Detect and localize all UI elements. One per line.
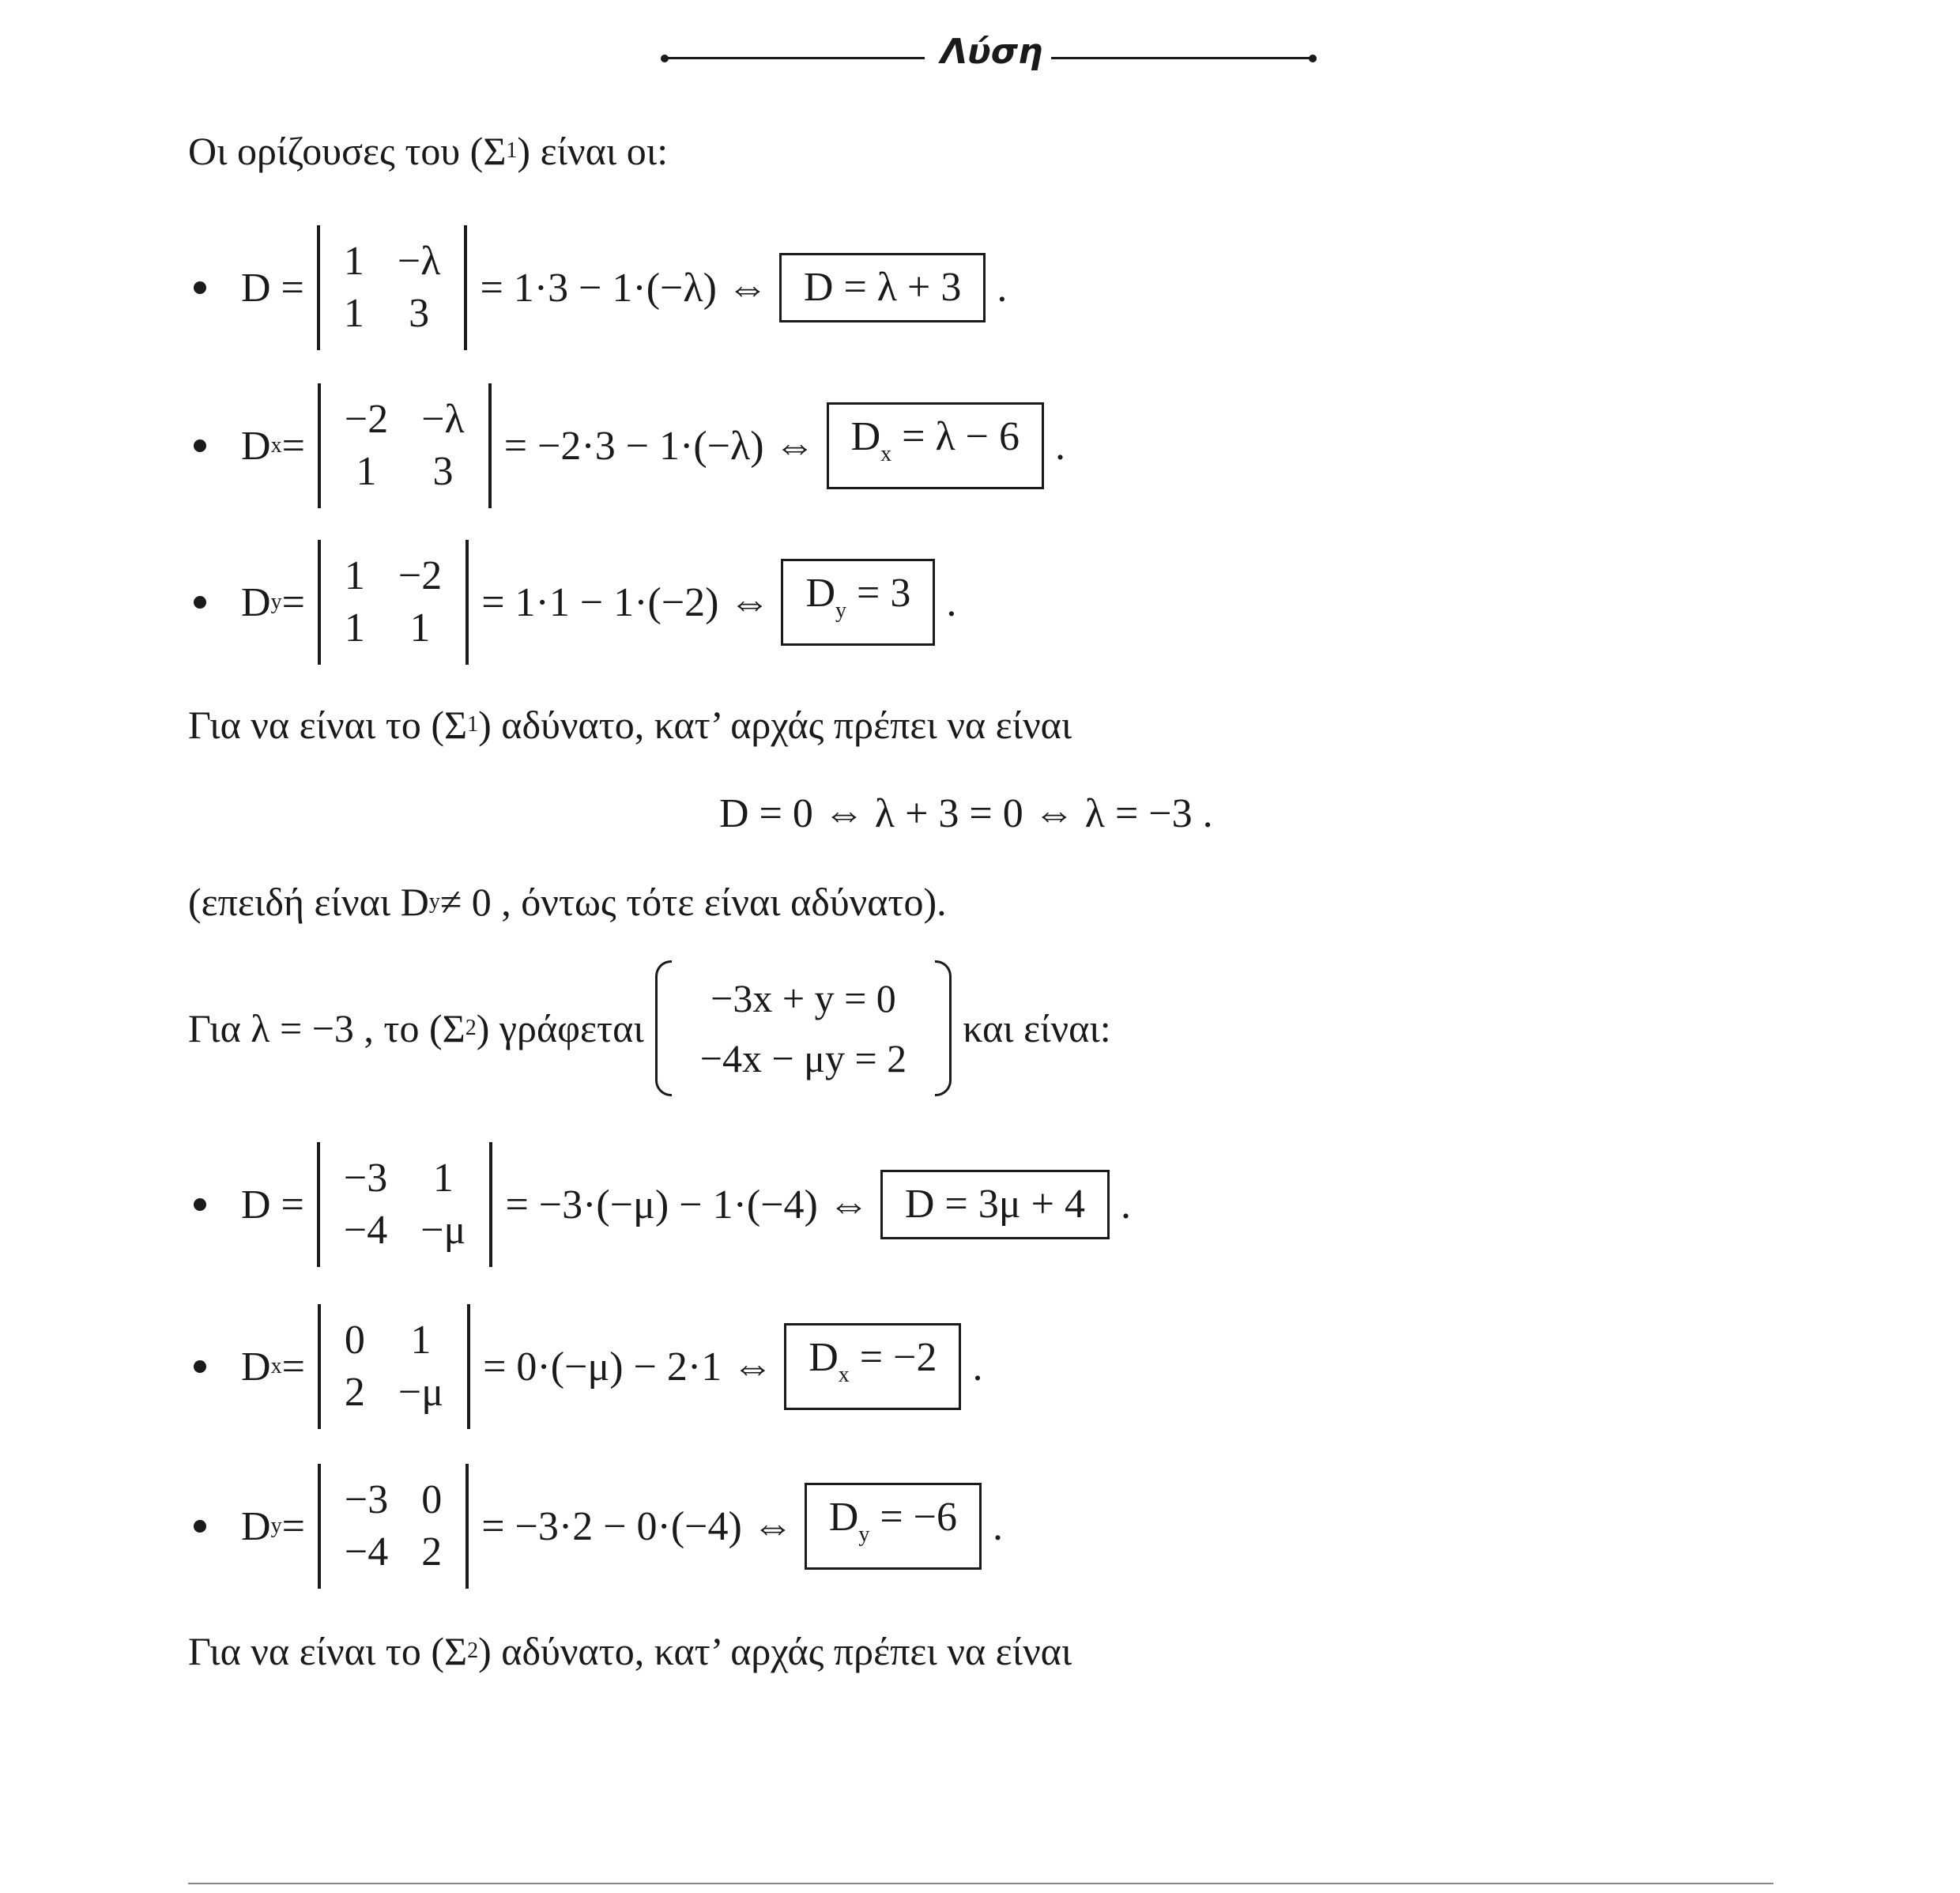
- system-2-text: Για λ = −3 , το (Σ 2 ) γράφεται −3x + y = 0 −4x − μy = 2 και είναι:: [188, 960, 1111, 1096]
- bullet: [194, 1520, 206, 1533]
- result-box: $D_y = -6$: [805, 1483, 982, 1570]
- title-rule-right-dot: [1309, 55, 1317, 62]
- matrix: −2 −λ 1 3: [318, 383, 492, 508]
- matrix: 1 −2 1 1: [318, 540, 469, 665]
- matrix: 0 1 2 −μ: [318, 1304, 470, 1429]
- bullet: [194, 1198, 206, 1211]
- title-rule-right: [1051, 57, 1312, 59]
- bullet: [194, 439, 206, 452]
- condition-text-2: Για να είναι το (Σ 2 ) αδύνατο, κατ’ αρχάς πρέπει να είναι: [188, 1629, 1072, 1673]
- determinant-d-1: D = 1 −λ 1 3 = 1·3 − 1·(−λ) ⇔ D = λ + 3 .: [194, 225, 1007, 350]
- result-box: D = 3μ + 4: [880, 1170, 1110, 1239]
- page-title: Λύση: [940, 32, 1043, 72]
- result-box: D = λ + 3: [779, 253, 986, 322]
- note-text: (επειδή είναι D y ≠ 0 , όντως τότε είναι αδύνατο).: [188, 880, 947, 924]
- result-box: $D_x = \lambda - 6$: [827, 402, 1044, 489]
- footer-rule: [188, 1883, 1773, 1884]
- title-rule-left-dot: [661, 55, 669, 62]
- determinant-dy-2: D y = −3 0 −4 2 = −3·2 − 0·(−4) ⇔ $D_y = -6$ .: [194, 1464, 1003, 1589]
- left-brace: [655, 960, 672, 1096]
- title-rule-left: [664, 57, 925, 59]
- bullet: [194, 281, 206, 294]
- result-box: $D_x = -2$: [784, 1323, 961, 1410]
- result-box: $D_y = 3$: [781, 559, 935, 646]
- bullet: [194, 596, 206, 609]
- determinant-dy-1: D y = 1 −2 1 1 = 1·1 − 1·(−2) ⇔ $D_y = 3$ .: [194, 540, 956, 665]
- equation-lambda: D = 0 ⇔ λ + 3 = 0 ⇔ λ = −3 .: [719, 791, 1213, 836]
- matrix: −3 1 −4 −μ: [317, 1142, 493, 1267]
- equation-system: −3x + y = 0 −4x − μy = 2: [655, 960, 952, 1096]
- matrix: −3 0 −4 2: [318, 1464, 469, 1589]
- matrix: 1 −λ 1 3: [317, 225, 468, 350]
- right-brace: [935, 960, 952, 1096]
- determinant-dx-1: D x = −2 −λ 1 3 = −2·3 − 1·(−λ) ⇔ $D_x = \lambda - 6$ .: [194, 383, 1065, 508]
- condition-text-1: Για να είναι το (Σ 1 ) αδύνατο, κατ’ αρχάς πρέπει να είναι: [188, 703, 1072, 747]
- bullet: [194, 1360, 206, 1373]
- intro-text: Οι ορίζουσες του (Σ 1 ) είναι οι:: [188, 129, 669, 173]
- determinant-dx-2: D x = 0 1 2 −μ = 0·(−μ) − 2·1 ⇔ $D_x = -2$ .: [194, 1304, 982, 1429]
- determinant-d-2: D = −3 1 −4 −μ = −3·(−μ) − 1·(−4) ⇔ D = 3μ + 4 .: [194, 1142, 1131, 1267]
